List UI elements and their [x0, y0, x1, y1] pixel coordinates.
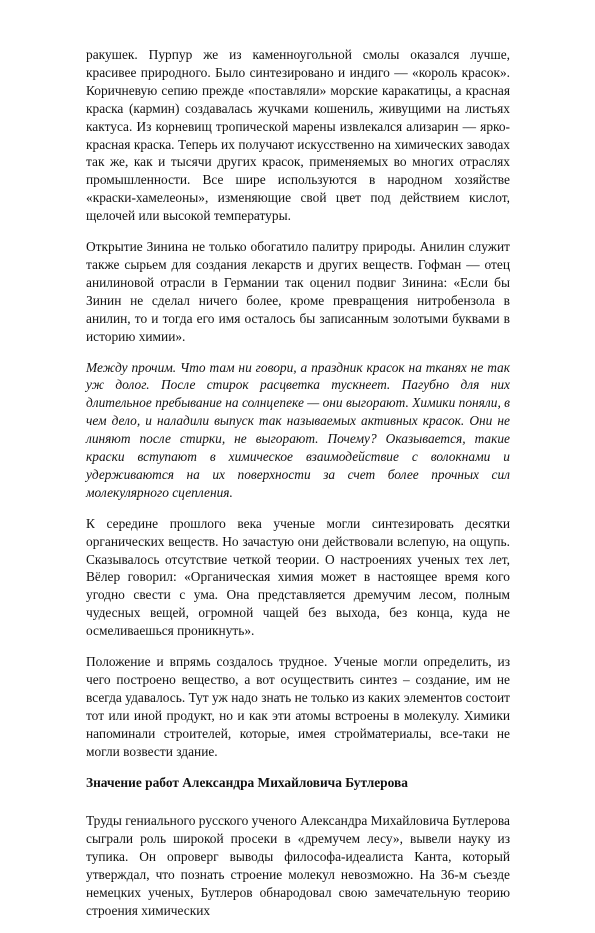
- paragraph-active-dyes: Между прочим. Что там ни говори, а праздник красок на тканях не так уж долог. После стирок расцветка тускнеет. Пагубно для них длительное пребывание на солнцепеке — они выгорают. Химики поняли, в чем дело, и наладили выпуск так называемых активных красок. Они не линяют после стирки, не выгорают. Почему? Оказывается, такие краски вступают в химическое взаимодействие с волокнами и удерживаются на их поверхности за счет более прочных сил молекулярного сцепления.: [86, 359, 510, 500]
- paragraph-butlerov: Труды гениального русского ученого Александра Михайловича Бутлерова сыграли роль широкой просеки в «дремучем лесу», вывели науку из тупика. Он опроверг выводы философа-идеалиста Канта, который утверждал, что познать строение молекул невозможно. На 36-м съезде немецких ученых, Бутлеров обнародовал свою замечательную теорию строения химических: [86, 813, 510, 918]
- paragraph-zinin-aniline: Открытие Зинина не только обогатило палитру природы. Анилин служит также сырьем для создания лекарств и других веществ. Гофман — отец анилиновой отрасли в Германии так оценил подвиг Зинина: «Если бы Зинин не сделал ничего более, кроме превращения нитробензола в анилин, то и тогда его имя осталось бы записанным золотыми буквами в историю химии».: [86, 239, 510, 344]
- paragraph-dyes: ракушек. Пурпур же из каменноугольной смолы оказался лучше, красивее природного. Было синтезировано и индиго — «король красок». Коричневую сепию прежде «поставляли» морские каракатицы, а красная краска (кармин) создавалась жучками кошениль, живущими на листьях кактуса. Из корневищ тропической марены извлекался ализарин — ярко-красная краска. Теперь их получают искусственно на химических заводах так же, как и тысячи других красок, применяемых во многих отраслях промышленности. Все шире используются в народном хозяйстве «краски-хамелеоны», изменяющие свой цвет под действием кислот, щелочей или высокой температуры.: [86, 47, 510, 224]
- document-page: [86, 46, 510, 933]
- section-heading: Значение работ Александра Михайловича Бутлерова: [86, 774, 408, 790]
- paragraph-organic-chemistry: К середине прошлого века ученые могли синтезировать десятки органических веществ. Но зачастую они действовали вслепую, на ощупь. Сказывалось отсутствие четкой теории. О настроениях ученых тех лет, Вёлер говорил: «Органическая химия может в настоящее время кого угодно свести с ума. Она представляется дремучим лесом, полным чудесных вещей, огромной чащей без выхода, без конца, куда не осмеливаешься проникнуть».: [86, 515, 510, 639]
- paragraph-synthesis-difficulty: Положение и впрямь создалось трудное. Ученые могли определить, из чего построено вещество, а вот осуществить синтез – создание, им не всегда удавалось. Тут уж надо знать не только из каких элементов состоит тот или иной продукт, но и как эти атомы встроены в молекулу. Химики напоминали строителей, которые, имея стройматериалы, все-таки не могли возвести здание.: [86, 654, 510, 759]
